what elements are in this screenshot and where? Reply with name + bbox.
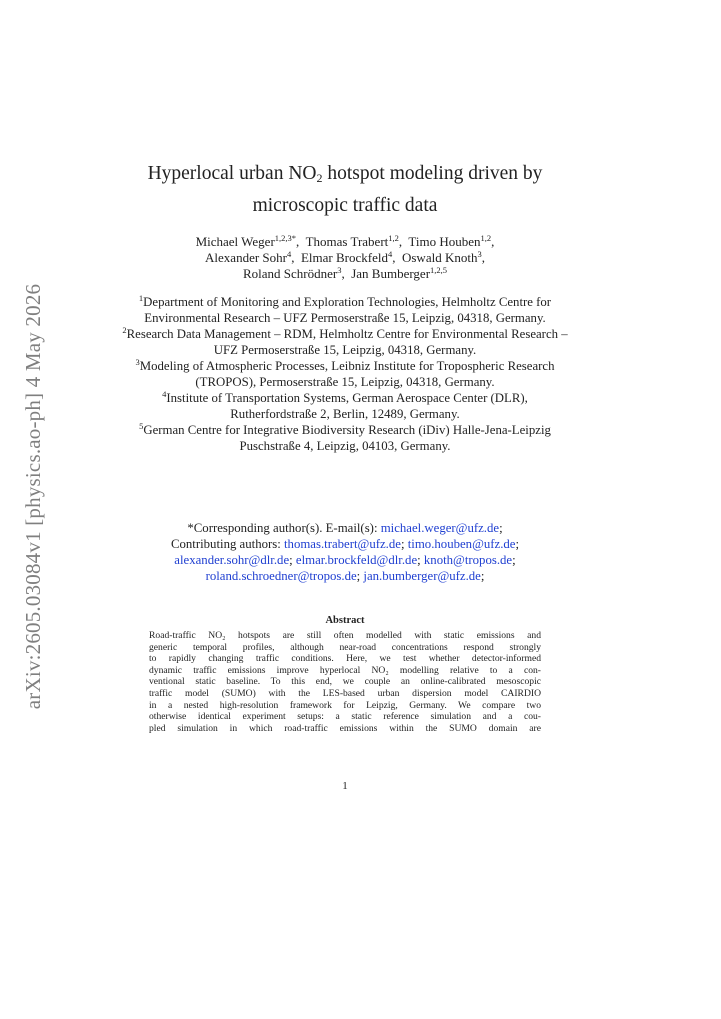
author-email-link[interactable]: alexander.sohr@dlr.de: [174, 553, 290, 567]
affiliation-text: Research Data Management – RDM, Helmholtz Centre for Environmental Research – UFZ Permoserstraße 15, Leipzig, 04318, Germany.: [126, 327, 568, 357]
author-email-link[interactable]: knoth@tropos.de: [423, 553, 513, 567]
affiliation-text: Department of Monitoring and Exploration Technologies, Helmholtz Centre for Environmental Research – UFZ Permoserstraße 15, Leipzig, 04318, Germany.: [143, 295, 552, 325]
affiliation-item: [120, 294, 570, 326]
affiliation-item: [120, 326, 570, 358]
email-separator: ;: [289, 553, 296, 567]
email-separator: ;: [512, 553, 516, 567]
author-name: Elmar Brockfeld: [300, 250, 388, 265]
corresponding-author-label: *Corresponding author(s). E-mail(s):: [187, 521, 381, 535]
author-separator: ,: [392, 250, 402, 265]
contact-block: [120, 520, 570, 584]
contributing-email-line: [120, 568, 570, 584]
author-email-link[interactable]: roland.schroedner@tropos.de: [205, 569, 357, 583]
author-affiliation-marker: 1,2,3*: [274, 233, 297, 243]
abstract-line: ventional static baseline. To this end, we couple an online-calibrated mesoscopic: [149, 676, 541, 688]
author-separator: ,: [398, 234, 409, 249]
page-number: 1: [342, 780, 348, 792]
abstract-line: pled simulation in which road-traffic emissions within the SUMO domain are: [149, 722, 541, 734]
abstract-line: Road-traffic NO₂ hotspots are still often modelled with static emissions and: [149, 630, 541, 641]
affiliation-text: Institute of Transportation Systems, German Aerospace Center (DLR), Rutherfordstraße 2, Berlin, 12489, Germany.: [166, 391, 528, 421]
author-affiliation-marker: 1,2: [388, 233, 399, 243]
author-name: Roland Schrödner: [242, 266, 338, 281]
title-subscript: 2: [316, 171, 323, 185]
author-email-link[interactable]: elmar.brockfeld@dlr.de: [295, 553, 418, 567]
affiliation-marker: 3: [135, 357, 140, 367]
email-separator: ;: [515, 537, 520, 551]
email-separator: ;: [417, 553, 424, 567]
author-separator: ,: [341, 266, 352, 281]
author-affiliation-marker: 3: [477, 249, 482, 259]
affiliation-text: German Centre for Integrative Biodiversity Research (iDiv) Halle-Jena-Leipzig Puschstraße 4, Leipzig, 04103, Germany.: [143, 423, 551, 453]
affiliations-list: [120, 294, 570, 454]
abstract-line: generic temporal profiles, although near-road concentrations respond strongly: [149, 641, 541, 653]
affiliation-item: [120, 358, 570, 390]
abstract-line: in a nested high-resolution framework for Leipzig, Germany. We compare two: [149, 699, 541, 711]
abstract-body: [149, 630, 541, 734]
affiliation-marker: 1: [138, 293, 144, 303]
title-line-1-start: Hyperlocal urban NO: [147, 163, 317, 184]
abstract-line: to rapidly changing traffic conditions. Here, we test whether detector-informed: [149, 653, 541, 665]
author-line: [120, 250, 570, 266]
author-line: [120, 266, 570, 282]
abstract-line: otherwise identical experiment setups: a static reference simulation and a cou-: [149, 711, 541, 723]
author-name: Thomas Trabert: [305, 234, 389, 249]
author-name: Oswald Knoth: [401, 250, 478, 265]
paper-title: [110, 160, 580, 219]
abstract-line: traffic model (SUMO) with the LES-based urban dispersion model CAIRDIO: [149, 687, 541, 699]
corresponding-email-link[interactable]: michael.weger@ufz.de: [380, 521, 500, 535]
arxiv-identifier-text: arXiv:2605.03084v1 [physics.ao-ph] 4 May 2026: [21, 283, 46, 709]
title-line-1-end: hotspot modeling driven by: [322, 163, 543, 184]
corresponding-author-line: [120, 520, 570, 536]
author-name: Jan Bumberger: [351, 266, 431, 281]
author-affiliation-marker: 3: [337, 265, 342, 275]
affiliation-item: [120, 422, 570, 454]
affiliation-marker: 4: [162, 389, 167, 399]
contributing-authors-label: Contributing authors:: [170, 537, 284, 551]
contributing-email-line: [120, 552, 570, 568]
affiliation-item: [120, 390, 570, 422]
author-email-link[interactable]: jan.bumberger@ufz.de: [363, 569, 481, 583]
author-name: Timo Houben: [408, 234, 481, 249]
title-line-1: [110, 160, 580, 192]
author-affiliation-marker: 4: [286, 249, 292, 259]
author-name: Alexander Sohr: [205, 250, 287, 265]
author-separator: ,: [291, 250, 301, 265]
email-separator: ;: [480, 569, 485, 583]
author-separator: ,: [296, 234, 306, 249]
author-name: Michael Weger: [195, 234, 275, 249]
author-line: [120, 234, 570, 250]
author-email-link[interactable]: timo.houben@ufz.de: [407, 537, 516, 551]
email-separator: ;: [356, 569, 364, 583]
contributing-email-line: [120, 536, 570, 552]
author-separator: ,: [481, 250, 485, 265]
contributing-emails: [120, 536, 570, 584]
author-affiliation-marker: 1,2: [480, 233, 492, 243]
affiliation-marker: 5: [139, 421, 144, 431]
abstract-line: dynamic traffic emissions improve hyperlocal NO₂ modelling relative to a con-: [149, 664, 541, 676]
abstract-heading: Abstract: [325, 615, 365, 626]
affiliation-text: Modeling of Atmospheric Processes, Leibniz Institute for Tropospheric Research (TROPOS), Permoserstraße 15, Leipzig, 04318, Germany.: [139, 359, 555, 389]
affiliation-marker: 2: [122, 325, 127, 335]
author-list: [120, 234, 570, 282]
author-email-link[interactable]: thomas.trabert@ufz.de: [284, 537, 401, 551]
email-separator: ;: [499, 521, 503, 535]
author-affiliation-marker: 4: [387, 249, 393, 259]
author-affiliation-marker: 1,2,5: [430, 265, 448, 275]
arxiv-identifier-stamp: [14, 263, 54, 729]
title-line-2: microscopic traffic data: [252, 195, 438, 216]
author-separator: ,: [491, 234, 495, 249]
email-separator: ;: [400, 537, 408, 551]
